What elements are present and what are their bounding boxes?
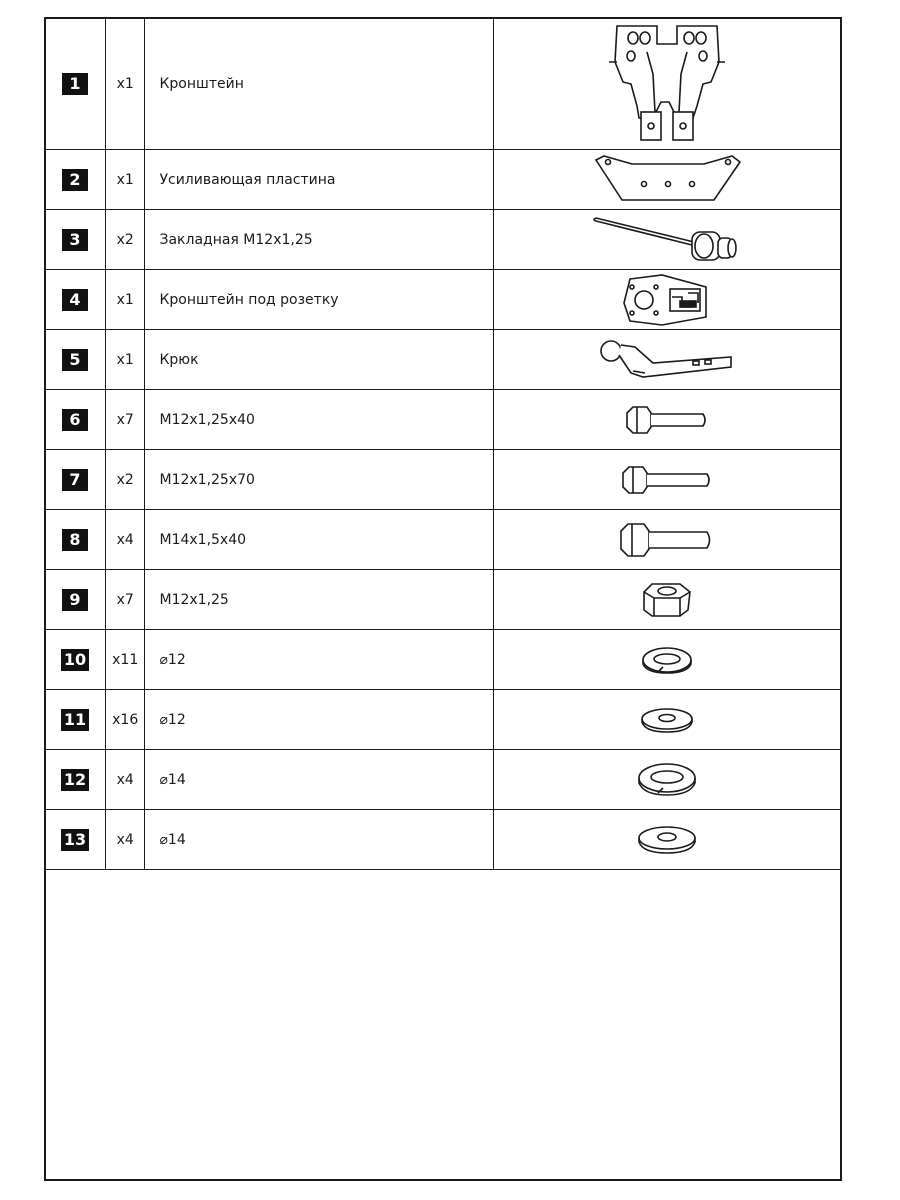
embedded-nut-icon [592,212,742,268]
table-row [45,810,842,870]
part-number: 10 [61,649,89,671]
part-quantity: x1 [105,18,145,150]
part-quantity: x1 [105,330,145,390]
part-quantity: x11 [105,630,145,690]
part-quantity: x2 [105,210,145,270]
table-row [45,570,842,630]
table-row [45,750,842,810]
part-name: М12х1,25х70 [145,450,493,510]
socket-bracket-icon [622,273,712,327]
part-name: Закладная М12х1,25 [145,210,493,270]
part-name: ⌀12 [159,711,186,728]
part-number: 11 [61,709,89,731]
bolt-icon [619,520,715,560]
part-quantity: x4 [105,810,145,870]
spring-washer-icon [637,643,697,677]
part-number: 1 [62,73,88,95]
part-quantity: x2 [105,450,145,510]
part-name: Крюк [145,330,493,390]
flat-washer-icon [637,705,697,735]
part-number: 7 [62,469,88,491]
table-row [45,18,842,150]
part-name: Кронштейн [145,18,493,150]
part-number: 3 [62,229,88,251]
part-name: ⌀14 [159,831,186,848]
table-row [45,390,842,450]
part-name: ⌀14 [159,771,186,788]
part-quantity: x1 [105,150,145,210]
part-quantity: x16 [105,690,145,750]
part-name: М14х1,5х40 [145,510,493,570]
part-number: 9 [62,589,88,611]
part-quantity: x7 [105,570,145,630]
part-name: М12х1,25х40 [145,390,493,450]
table-row [45,690,842,750]
part-quantity: x1 [105,270,145,330]
flat-washer-icon [634,824,700,856]
part-quantity: x4 [105,750,145,810]
bolt-icon [625,403,709,437]
table-row [45,330,842,390]
bolt-icon [621,463,713,497]
table-row [45,270,842,330]
part-quantity: x4 [105,510,145,570]
table-row [45,150,842,210]
table-row [45,630,842,690]
part-name: ⌀12 [159,651,186,668]
parts-sheet [44,17,842,1181]
part-quantity: x7 [105,390,145,450]
hex-nut-icon [640,580,694,620]
part-name: Кронштейн под розетку [145,270,493,330]
part-number: 8 [62,529,88,551]
spring-washer-icon [634,760,700,800]
part-number: 6 [62,409,88,431]
bracket-icon [607,22,727,146]
table-row [45,210,842,270]
part-number: 2 [62,169,88,191]
part-name: Усиливающая пластина [145,150,493,210]
reinforcing-plate-icon [592,154,742,206]
part-number: 12 [61,769,89,791]
part-number: 13 [61,829,89,851]
tow-hook-icon [597,337,737,383]
table-row [45,450,842,510]
table-row [45,510,842,570]
part-name: М12х1,25 [145,570,493,630]
part-number: 4 [62,289,88,311]
part-number: 5 [62,349,88,371]
parts-table [44,17,842,870]
